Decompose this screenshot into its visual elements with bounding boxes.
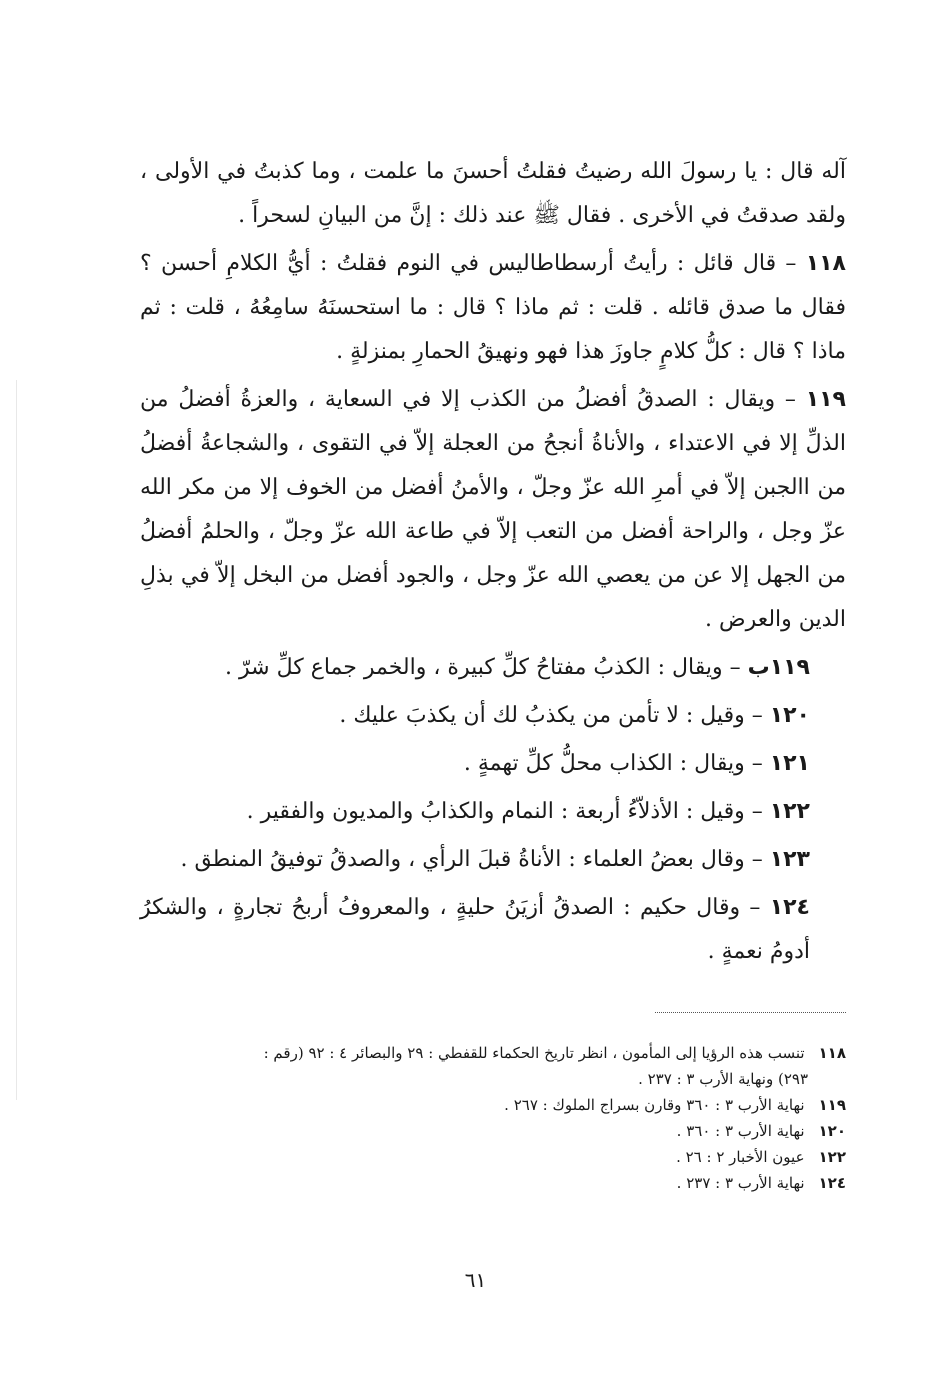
- footnote-number: ١١٨: [818, 1044, 846, 1062]
- main-text: [140, 150, 846, 978]
- paragraph-122: [140, 790, 846, 834]
- footnote-number: ١١٩: [818, 1096, 846, 1114]
- paragraph-118: [140, 242, 846, 374]
- paragraph-text: – وقيل : لا تأمن من يكذبُ لك أن يكذبَ عليك .: [339, 703, 770, 728]
- footnote-124: [150, 1170, 846, 1196]
- item-number: ١١٩: [805, 387, 846, 412]
- footnote-text: نهاية الأرب ٣ : ٢٣٧ .: [676, 1174, 805, 1192]
- page-edge-line: [16, 380, 17, 1100]
- footnote-118: [150, 1040, 846, 1066]
- paragraph-119b: [140, 646, 846, 690]
- item-number: ١٢٣: [769, 847, 810, 872]
- paragraph-117-end: [140, 150, 846, 238]
- item-number: ١٢٢: [769, 799, 810, 824]
- paragraph-text: – ويقال : الكذاب محلُّ كلِّ تهمةٍ .: [463, 751, 770, 776]
- footnote-separator: [655, 1012, 846, 1013]
- paragraph-text: – وقال حكيم : الصدقُ أزيَنُ حليةٍ ، والمعروفُ أربحُ تجارةٍ ، والشكرُ أدومُ نعمةٍ .: [140, 895, 810, 964]
- paragraph-text: – قال قائل : رأيتُ أرسطاطاليس في النوم فقلتُ : أيُّ الكلامِ أحسن ؟ فقال ما صدق قائله . قلت : ثم ماذا ؟ قال : ما استحسنَهُ سامِعُهُ ، قلت : ثم ماذا ؟ قال : كلُّ كلامٍ جاوزَ هذا فهو ونهيقُ الحمارِ بمنزلةٍ .: [140, 251, 846, 364]
- footnote-text: تنسب هذه الرؤيا إلى المأمون ، انظر تاريخ الحكماء للقفطي : ٢٩ والبصائر ٤ : ٩٢ (رقم :: [263, 1044, 805, 1062]
- paragraph-text: – ويقال : الكذبُ مفتاحُ كلِّ كبيرة ، والخمر جماع كلِّ شرّ .: [225, 655, 748, 680]
- footnote-number: ١٢٠: [818, 1122, 846, 1140]
- footnote-122: [150, 1144, 846, 1170]
- footnote-118-continued: [150, 1066, 846, 1092]
- footnote-number: ١٢٤: [818, 1174, 846, 1192]
- footnote-120: [150, 1118, 846, 1144]
- footnote-number: ١٢٢: [818, 1148, 846, 1166]
- paragraph-text: – ويقال : الصدقُ أفضلُ من الكذب إلا في السعاية ، والعزةُ أفضلُ من الذلِّ إلا في الاعتداء ، والأناةُ أنجحُ من العجلة إلاّ في التقوى ، والشجاعةُ أفضلُ من االجبن إلاّ في أمرِ الله عزّ وجلّ ، والأمنُ أفضل من الخوف إلا من مكر الله عزّ وجل ، والراحة أفضل من التعب إلاّ في طاعة الله عزّ وجلّ ، والحلمُ أفضلُ من الجهل إلا عن من يعصي الله عزّ وجل ، والجود أفضل من البخل إلاّ في بذلِ الدين والعرض .: [140, 387, 846, 632]
- paragraph-text: – وقيل : الأذلاّءُ أربعة : النمام والكذابُ والمديون والفقير .: [246, 799, 770, 824]
- paragraph-text: – وقال بعضُ العلماء : الأناةُ قبلَ الرأي ، والصدقُ توفيقُ المنطق .: [180, 847, 770, 872]
- item-number: ١٢٠: [769, 703, 810, 728]
- paragraph-119: [140, 378, 846, 642]
- paragraph-text: آله قال : يا رسولَ الله رضيتُ فقلتُ أحسنَ ما علمت ، وما كذبتُ في الأولى ، ولقد صدقتُ في الأخرى . فقال ﷺ عند ذلك : إنَّ من البيانِ لسحراً .: [140, 159, 846, 228]
- footnotes: [150, 1040, 846, 1196]
- footnote-text: نهاية الأرب ٣ : ٣٦٠ وقارن بسراج الملوك : ٢٦٧ .: [504, 1096, 805, 1114]
- item-number: ١٢٤: [769, 895, 810, 920]
- item-number: ١١٨: [805, 251, 846, 276]
- footnote-119: [150, 1092, 846, 1118]
- paragraph-124: [140, 886, 846, 974]
- paragraph-121: [140, 742, 846, 786]
- item-number: ١٢١: [769, 751, 810, 776]
- footnote-text: نهاية الأرب ٣ : ٣٦٠ .: [676, 1122, 805, 1140]
- paragraph-123: [140, 838, 846, 882]
- footnote-text: ٢٩٣) ونهاية الأرب ٣ : ٢٣٧ .: [638, 1070, 808, 1088]
- page-number: ٦١: [464, 1268, 487, 1292]
- paragraph-120: [140, 694, 846, 738]
- footnote-text: عيون الأخبار ٢ : ٢٦ .: [676, 1148, 805, 1166]
- item-number: ١١٩ب: [747, 655, 810, 680]
